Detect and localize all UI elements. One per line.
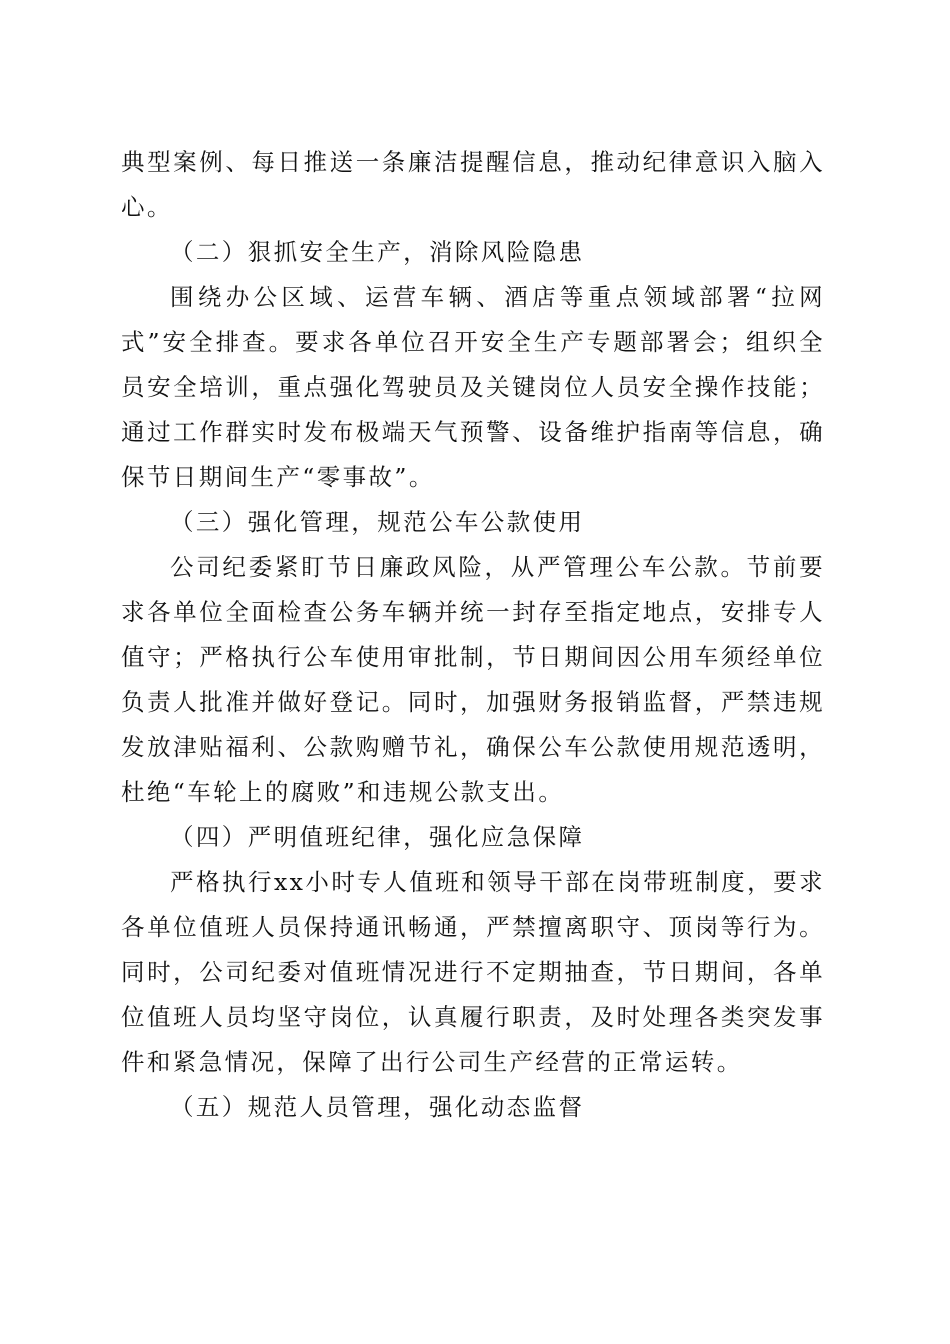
- paragraph-vehicle-funds: 公司纪委紧盯节日廉政风险，从严管理公车公款。节前要求各单位全面检查公务车辆并统一封存至指定地点，安排专人值守；严格执行公车使用审批制，节日期间因公用车须经单位负责人批准并做好登记。同时，加强财务报销监督，严禁违规发放津贴福利、公款购赠节礼，确保公车公款使用规范透明，杜绝“车轮上的腐败”和违规公款支出。: [121, 553, 825, 806]
- paragraph-safety: 围绕办公区域、运营车辆、酒店等重点领域部署“拉网式”安全排查。要求各单位召开安全生产专题部署会；组织全员安全培训，重点强化驾驶员及关键岗位人员安全操作技能；通过工作群实时发布极端天气预警、设备维护指南等信息，确保节日期间生产“零事故”。: [121, 283, 825, 491]
- section-heading-5: （五）规范人员管理，强化动态监督: [170, 1093, 585, 1121]
- document-body: [121, 140, 825, 1130]
- section-heading-2: （二）狠抓安全生产，消除风险隐患: [170, 238, 585, 266]
- paragraph-duty: 严格执行xx小时专人值班和领导干部在岗带班制度，要求各单位值班人员保持通讯畅通，严禁擅离职守、顶岗等行为。同时，公司纪委对值班情况进行不定期抽查，节日期间，各单位值班人员均坚守岗位，认真履行职责，及时处理各类突发事件和紧急情况，保障了出行公司生产经营的正常运转。: [121, 868, 825, 1076]
- section-heading-4: （四）严明值班纪律，强化应急保障: [170, 823, 585, 851]
- paragraph-continuation: 典型案例、每日推送一条廉洁提醒信息，推动纪律意识入脑入心。: [121, 148, 825, 221]
- section-heading-3: （三）强化管理，规范公车公款使用: [170, 508, 585, 536]
